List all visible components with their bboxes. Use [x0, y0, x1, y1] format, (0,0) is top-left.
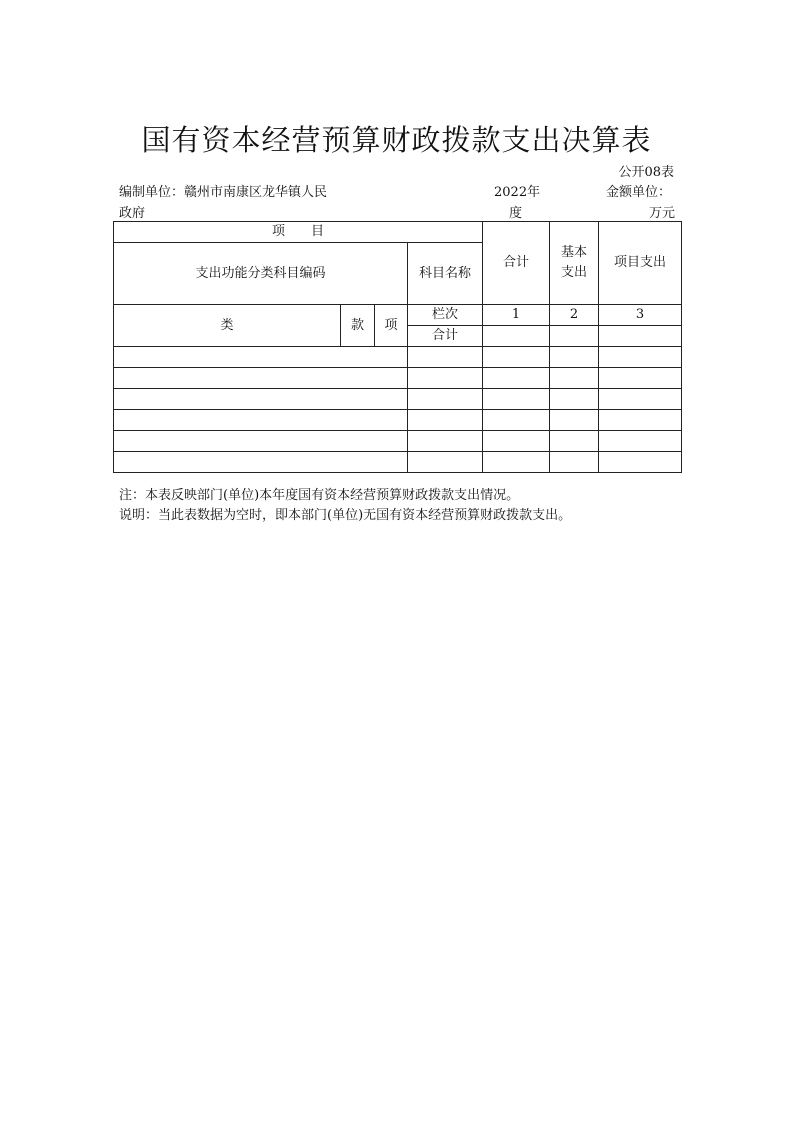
amount-unit-line2: 万元: [649, 206, 676, 221]
table-cell: [599, 347, 682, 368]
header-project-expenditure: 项目支出: [599, 222, 682, 305]
row-total-label: 合计: [408, 326, 483, 347]
header-function-code: 支出功能分类科目编码: [114, 243, 408, 305]
table-cell: [550, 368, 599, 389]
table-cell: [114, 452, 408, 473]
total-cell-1: [483, 326, 550, 347]
total-cell-2: [550, 326, 599, 347]
table-cell: [408, 368, 483, 389]
table-row: [114, 452, 682, 473]
col-number-1: 1: [483, 305, 550, 326]
table-cell: [599, 368, 682, 389]
header-basic-text: 基本支出: [561, 245, 588, 280]
table-cell: [483, 389, 550, 410]
table-row: [114, 431, 682, 452]
table-cell: [114, 368, 408, 389]
compiling-unit-line2: 政府: [119, 206, 146, 221]
table-cell: [408, 452, 483, 473]
table-row: [114, 410, 682, 431]
header-item: 项 目: [114, 222, 483, 243]
table-cell: [483, 347, 550, 368]
expenditure-table: [113, 221, 682, 473]
col-number-2: 2: [550, 305, 599, 326]
table-cell: [114, 389, 408, 410]
col-lanci: 栏次: [408, 305, 483, 326]
table-cell: [599, 410, 682, 431]
table-cell: [483, 452, 550, 473]
fiscal-year-line1: 2022年: [494, 185, 541, 200]
table-cell: [408, 347, 483, 368]
total-cell-3: [599, 326, 682, 347]
header-total: 合计: [483, 222, 550, 305]
table-row: [114, 389, 682, 410]
col-lei: 类: [114, 305, 341, 347]
table-cell: [483, 410, 550, 431]
footnote-explanation: 说明：当此表数据为空时，即本部门(单位)无国有资本经营预算财政拨款支出。: [119, 508, 572, 523]
table-cell: [408, 389, 483, 410]
form-code: 公开08表: [618, 165, 674, 180]
compiling-unit-line1: 编制单位：赣州市南康区龙华镇人民: [119, 185, 328, 200]
col-number-3: 3: [599, 305, 682, 326]
page-title: 国有资本经营预算财政拨款支出决算表: [141, 123, 652, 157]
table-cell: [599, 389, 682, 410]
header-basic-expenditure: [550, 222, 599, 305]
table-cell: [550, 452, 599, 473]
col-xiang: 项: [375, 305, 408, 347]
table-cell: [550, 389, 599, 410]
col-kuan: 款: [341, 305, 375, 347]
header-subject-name: 科目名称: [408, 243, 483, 305]
footnote-note: 注：本表反映部门(单位)本年度国有资本经营预算财政拨款支出情况。: [119, 488, 520, 503]
table-cell: [408, 431, 483, 452]
table-cell: [114, 347, 408, 368]
table-cell: [599, 431, 682, 452]
amount-unit-line1: 金额单位：: [606, 185, 672, 200]
table-cell: [114, 431, 408, 452]
table-cell: [483, 431, 550, 452]
table-cell: [483, 368, 550, 389]
table-cell: [114, 410, 408, 431]
table-row: [114, 347, 682, 368]
table-cell: [599, 452, 682, 473]
table-cell: [550, 410, 599, 431]
table-row: [114, 368, 682, 389]
table-cell: [550, 431, 599, 452]
fiscal-year-line2: 度: [509, 206, 523, 221]
table-cell: [408, 410, 483, 431]
table-cell: [550, 347, 599, 368]
